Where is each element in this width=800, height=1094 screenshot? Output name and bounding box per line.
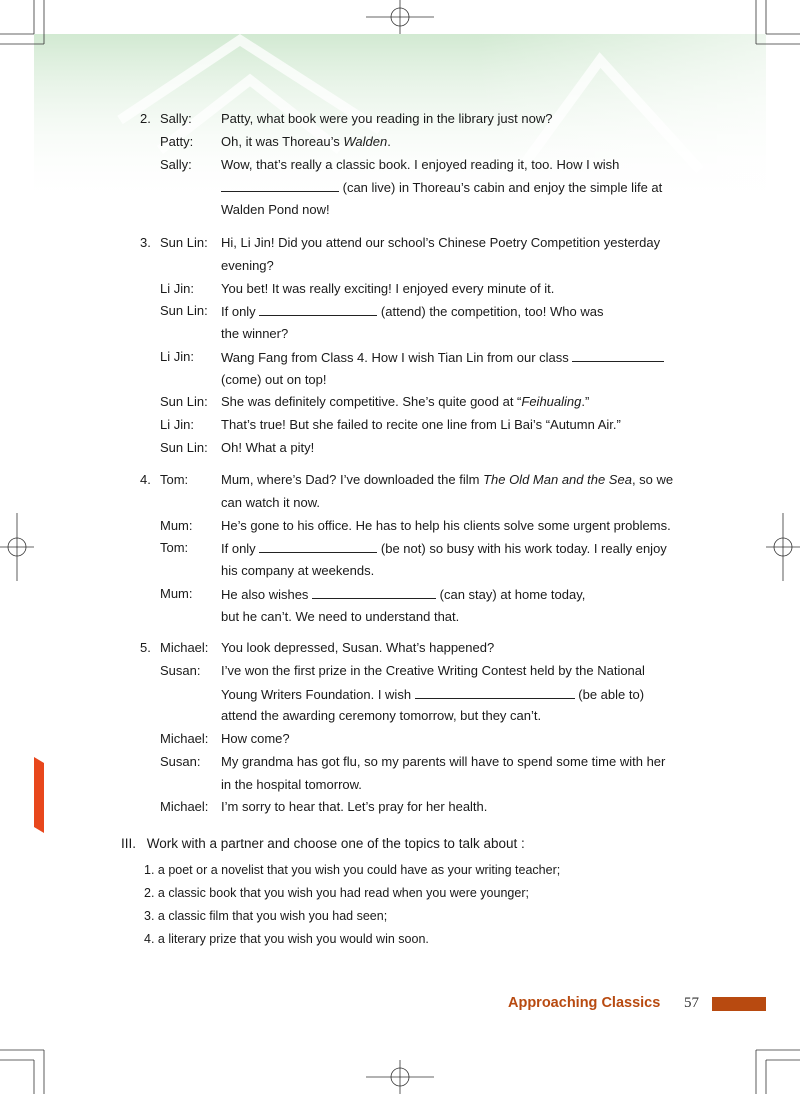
fill-in-blank[interactable] [259,540,377,553]
speaker-label: Mum: [160,585,193,601]
topic-item: 4. a literary prize that you wish you would win soon. [144,932,429,946]
dialogue-text [221,518,671,534]
speaker-label: Michael: [160,799,209,815]
dialogue-text [221,663,645,679]
footer-accent-bar [712,997,766,1011]
fill-in-blank[interactable] [415,686,575,699]
dialogue-text [221,179,662,196]
speaker-label: Sun Lin: [160,394,208,410]
page-number: 57 [684,995,699,1011]
text-segment: That’s true! But she failed to recite one line from Li Bai’s “Autumn Air.” [221,417,621,432]
text-segment: Wang Fang from Class 4. How I wish Tian Lin from our class [221,349,573,365]
dialogue-text [221,202,330,218]
text-segment: If only [221,304,260,320]
text-segment: , so we [631,472,674,487]
dialogue-number: 5. [140,640,151,655]
italic-title-text: The Old Man and the Sea [483,472,632,487]
text-segment: his company at weekends. [221,563,375,578]
dialogue-text [221,372,327,388]
speaker-label: Sally: [160,111,192,126]
dialogue-text [221,440,314,456]
dialogue-text [221,349,664,366]
text-segment: Patty, what book were you reading in the library just now? [221,111,553,126]
dialogue-text [221,303,603,320]
dialogue-text [221,609,459,625]
speaker-label: Tom: [160,472,189,487]
fill-in-blank[interactable] [312,586,436,599]
dialogue-text [221,563,374,579]
fill-in-blank[interactable] [259,303,377,316]
text-segment: I’ve won the first prize in the Creative Writing Contest held by the National [221,662,645,678]
speaker-label: Patty: [160,133,194,149]
dialogue-text [221,777,362,793]
speaker-label: Li Jin: [160,417,194,432]
text-segment: in the hospital tomorrow. [221,776,362,792]
speaker-label: Sun Lin: [160,439,208,455]
dialogue-text [221,799,487,815]
dialogue-text [221,134,391,150]
fill-in-blank[interactable] [221,179,339,192]
text-segment: He’s gone to his office. He has to help his clients solve some urgent problems. [221,517,671,533]
text-segment: the winner? [221,326,289,341]
dialogue-text [221,417,621,433]
speaker-label: Michael: [160,731,209,746]
footer-unit-title: Approaching Classics [508,995,661,1011]
text-segment: You bet! It was really exciting! I enjoyed every minute of it. [221,280,555,296]
dialogue-text [221,754,665,770]
side-tab [34,757,44,833]
text-segment: He also wishes [221,586,313,602]
section-3-instruction: Work with a partner and choose one of the topics to talk about : [146,836,525,851]
dialogue-number: 2. [140,111,151,126]
dialogue-text [221,111,552,127]
dialogue-text [221,495,320,511]
dialogue-text [221,708,541,724]
dialogue-text [221,281,554,297]
fill-in-blank[interactable] [572,349,664,362]
text-segment: She was definitely competitive. She’s quite good at “ [221,394,522,410]
dialogue-text [221,540,667,557]
section-3-heading [121,836,525,851]
text-segment: .” [581,394,590,410]
text-segment: evening? [221,257,274,273]
dialogue-text [221,258,274,274]
dialogue-text [221,157,619,173]
text-segment: Mum, where’s Dad? I’ve downloaded the film [221,472,484,487]
text-segment: Wow, that’s really a classic book. I enjoyed reading it, too. How I wish [221,156,620,172]
dialogue-text [221,326,288,342]
dialogue-text [221,394,589,410]
speaker-label: Li Jin: [160,348,194,364]
speaker-label: Sun Lin: [160,235,208,250]
dialogue-text [221,586,585,603]
text-segment: (come) out on top! [221,371,327,387]
topic-item: 1. a poet or a novelist that you wish you could have as your writing teacher; [144,863,561,877]
text-segment: Young Writers Foundation. I wish [221,686,415,702]
speaker-label: Li Jin: [160,280,194,296]
dialogue-text [221,686,644,703]
text-segment: can watch it now. [221,494,320,510]
speaker-label: Sun Lin: [160,303,208,319]
dialogue-text [221,640,494,656]
dialogue-number: 4. [140,472,151,487]
italic-title-text: Walden [343,133,388,149]
text-segment: (be able to) [574,686,645,702]
speaker-label: Michael: [160,640,209,655]
section-3-numeral: III. [121,836,137,851]
text-segment: If only [221,541,260,557]
text-segment: How come? [221,731,290,746]
dialogue-text [221,472,673,488]
text-segment: Oh! What a pity! [221,439,315,455]
speaker-label: Susan: [160,753,201,769]
speaker-label: Sally: [160,156,192,172]
dialogue-text [221,731,290,747]
text-segment: but he can’t. We need to understand that. [221,608,460,624]
text-segment: Oh, it was Thoreau’s [221,133,344,149]
italic-title-text: Feihualing [521,394,582,410]
text-segment: (can live) in Thoreau’s cabin and enjoy the simple life at [339,180,663,196]
text-segment: attend the awarding ceremony tomorrow, but they can’t. [221,708,542,724]
text-segment: Hi, Li Jin! Did you attend our school’s Chinese Poetry Competition yesterday [221,235,661,250]
text-segment: Walden Pond now! [221,202,330,217]
speaker-label: Tom: [160,540,189,556]
text-segment: (can stay) at home today, [436,586,586,602]
dialogue-text [221,235,660,251]
topic-item: 3. a classic film that you wish you had seen; [144,909,388,923]
text-segment: My grandma has got flu, so my parents will have to spend some time with her [221,753,666,769]
speaker-label: Mum: [160,517,193,533]
text-segment: You look depressed, Susan. What’s happened? [221,640,495,655]
text-segment: (be not) so busy with his work today. I really enjoy [377,541,667,557]
text-segment: I’m sorry to hear that. Let’s pray for her health. [221,799,488,815]
topic-item: 2. a classic book that you wish you had read when you were younger; [144,886,529,900]
speaker-label: Susan: [160,662,201,678]
dialogue-number: 3. [140,235,151,250]
text-segment: . [387,133,391,149]
text-segment: (attend) the competition, too! Who was [377,304,604,320]
